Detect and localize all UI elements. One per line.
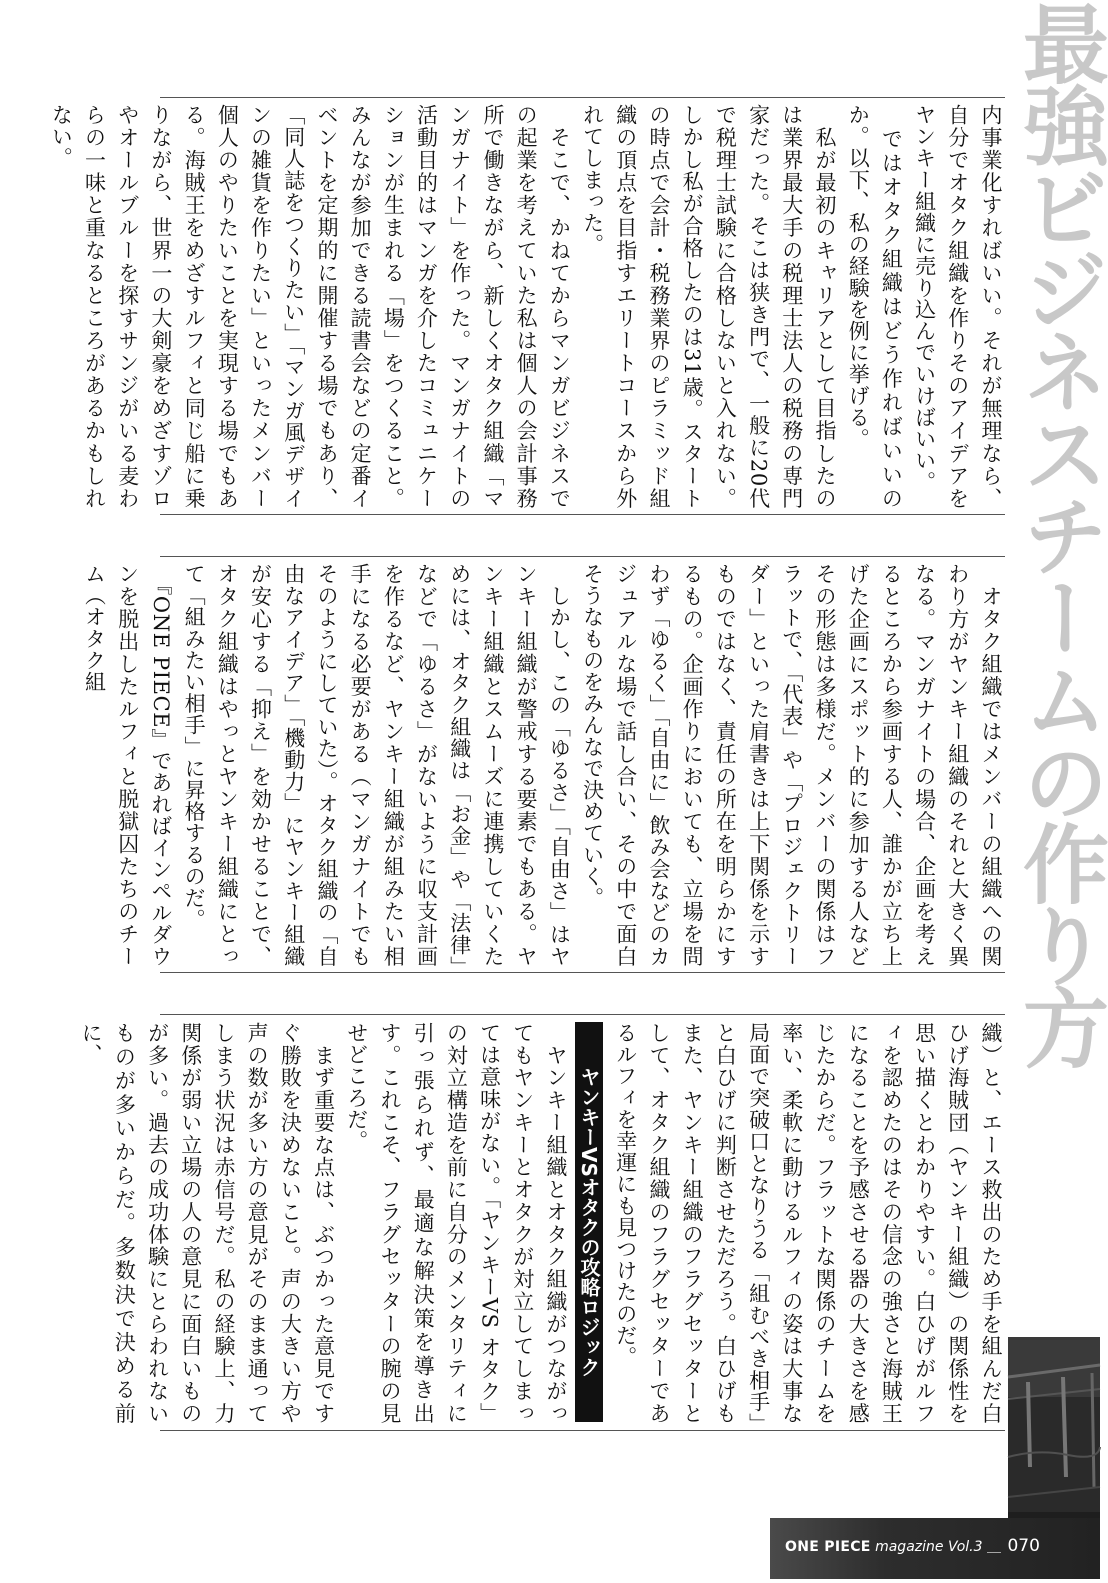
folio-separator: ＿: [986, 1539, 1001, 1555]
paragraph: オタク組織ではメンバーの組織への関わり方がヤンキー組織のそれと大きく異なる。マンガナイトの場合、企画を考えるところから参画する人、誰かが立ち上げた企画にスポット的に参加する人などその形態は多様だ。メンバーの関係はフラットで、「代表」や「プロジェクトリーダー」といった肩書きは上下関係を示すものではなく、責任の所在を明らかにするもの。企画作りにおいても、立場を問わず「ゆるく」「自由に」飲み会などのカジュアルな場で話し合い、その中で面白そうなものをみんなで決めていく。: [580, 563, 1003, 967]
magazine-issue: magazine Vol.3: [875, 1539, 983, 1555]
block-1-bottom-rule: [160, 514, 1005, 515]
paragraph: 内事業化すればいい。それが無理なら、自分でオタク組織を作りそのアイデアをヤンキー組織に売り込んでいけばいい。: [912, 104, 1003, 509]
text-block-3-before-heading: [610, 1022, 1007, 1424]
paragraph: 私が最初のキャリアとして目指したのは業界最大手の税理士法人の税務の専門家だった。そこは狭き門で、一般に20代で税理士試験に合格しないと入れない。しかし私が合格したのは31歳。スタートの時点で会計・税務業界のピラミッド組織の頂点を目指すエリートコースから外れてしまった。: [580, 104, 837, 509]
block-3-top-rule: [160, 1014, 1005, 1015]
paragraph: 『ONE PIECE』であればインペルダウンを脱出したルフィと脱獄囚たちのチーム（オタク組: [82, 563, 173, 967]
page-number: 070: [1007, 1536, 1040, 1556]
text-block-2: [82, 563, 1007, 967]
paragraph: ではオタク組織はどう作ればいいのか。以下、私の経験を例に挙げる。: [846, 104, 904, 509]
magazine-name: ONE PIECE: [785, 1539, 871, 1555]
paragraph: しかし、この「ゆるさ」「自由さ」はヤンキー組織が警戒する要素でもある。ヤンキー組織とスムーズに連携していくためには、オタク組織は「お金」や「法律」などで「ゆるさ」がないように収支計画を作るなど、ヤンキー組織が組みたい相手になる必要がある（マンガナイトでもそのようにしていた）。オタク組織の「自由なアイデア」「機動力」にヤンキー組織が安心する「抑え」を効かせることで、オタク組織はやっとヤンキー組織にとって「組みたい相手」に昇格するのだ。: [182, 563, 572, 967]
paragraph: 織）と、エース救出のため手を組んだ白ひげ海賊団（ヤンキー組織）の関係性を思い描くとわかりやすい。白ひげがルフィを認めたのはその信念の強さと海賊王になることを予感させる器の大きさを感じたからだ。フラットな関係のチームを率い、柔軟に動けるルフィの姿は大事な局面で突破口となりうる「組むべき相手」と白ひげに判断させただろう。白ひげもまた、ヤンキー組織のフラグセッターとして、オタク組織のフラグセッターであるルフィを幸運にも見つけたのだ。: [613, 1022, 1003, 1424]
block-2-top-rule: [160, 556, 1005, 557]
block-1-top-rule: [160, 97, 1005, 98]
paragraph: ヤンキー組織とオタク組織がつながってもヤンキーとオタクが対立してしまっては意味がない。「ヤンキーVS オタク」の対立構造を前に自分のメンタリティに引っ張られず、最適な解決策を導き出す。これこそ、フラグセッターの腕の見せどころだ。: [344, 1022, 568, 1424]
text-block-3-after-heading: [79, 1022, 572, 1424]
article-title: 最強ビジネスチームの作り方: [1008, 0, 1108, 1066]
block-3-bottom-rule: [160, 1430, 1005, 1431]
page-folio: [785, 1536, 1040, 1556]
paragraph: まず重要な点は、ぶつかった意見ですぐ勝敗を決めないこと。声の大きい方や声の数が多い方の意見がそのまま通ってしまう状況は赤信号だ。私の経験上、力関係が弱い立場の人の意見に面白いものが多い。過去の成功体験にとらわれないものが多いからだ。多数決で決める前に、: [79, 1022, 336, 1424]
section-heading: ヤンキーVSオタクの攻略ロジック: [575, 1022, 603, 1422]
block-2-bottom-rule: [160, 972, 1005, 973]
text-block-1: [49, 104, 1007, 509]
paragraph: そこで、かねてからマンガビジネスでの起業を考えていた私は個人の会計事務所で働きながら、新しくオタク組織「マンガナイト」を作った。マンガナイトの活動目的はマンガを介したコミュニケーションが生まれる「場」をつくること。みんなが参加できる読書会などの定番イベントを定期的に開催する場でもあり、「同人誌をつくりたい」「マンガ風デザインの雑貨を作りたい」といったメンバー個人のやりたいことを実現する場でもある。海賊王をめざすルフィと同じ船に乗りながら、世界一の大剣豪をめざすゾロやオールブルーを探すサンジがいる麦わらの一味と重なるところがあるかもしれない。: [49, 104, 572, 509]
